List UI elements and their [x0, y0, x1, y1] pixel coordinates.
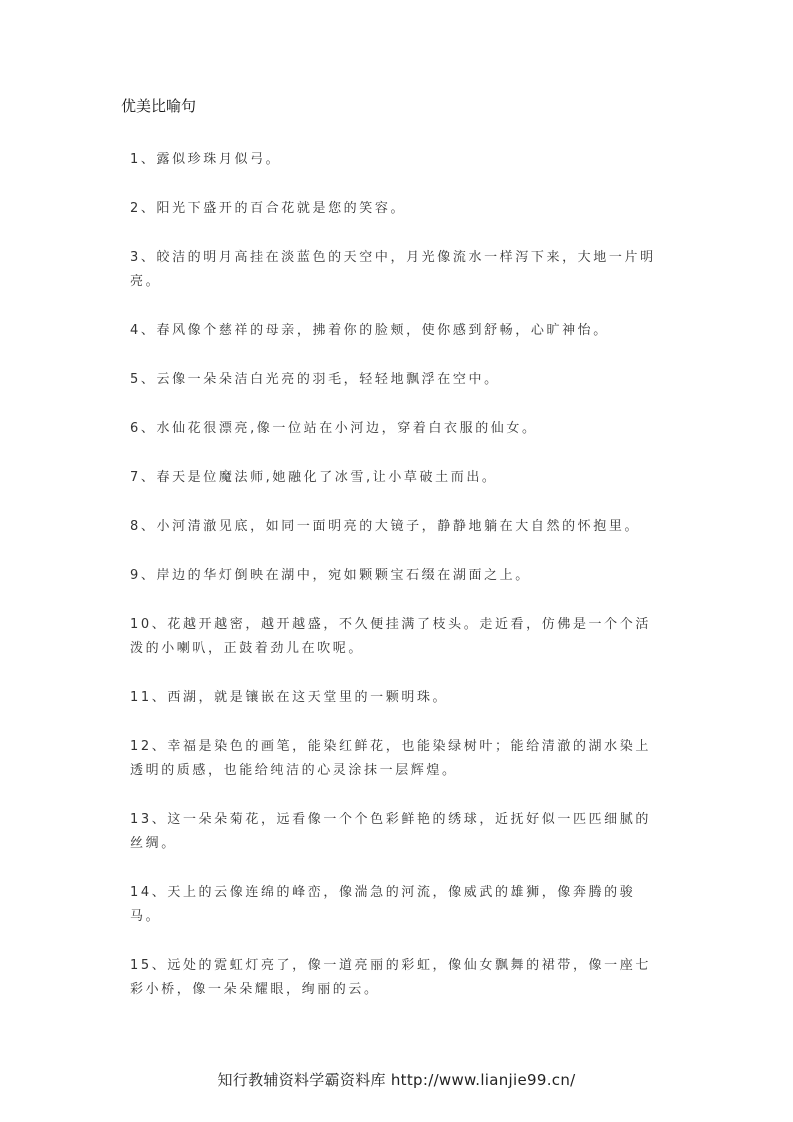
list-item: 7、春天是位魔法师,她融化了冰雪,让小草破土而出。 — [130, 470, 498, 485]
list-item: 5、云像一朵朵洁白光亮的羽毛，轻轻地飘浮在空中。 — [130, 372, 500, 387]
list-item: 4、春风像个慈祥的母亲，拂着你的脸颊，使你感到舒畅，心旷神怡。 — [130, 323, 609, 338]
list-item: 8、小河清澈见底，如同一面明亮的大镜子，静静地躺在大自然的怀抱里。 — [130, 519, 641, 534]
list-item: 12、幸福是染色的画笔，能染红鲜花，也能染绿树叶；能给清澈的湖水染上透明的质感，也能给纯洁的心灵涂抹一层辉煌。 — [130, 739, 651, 778]
list-item: 2、阳光下盛开的百合花就是您的笑容。 — [130, 201, 407, 216]
footer-source-link: 知行教辅资料学霸资料库 http://www.lianjie99.cn/ — [217, 1071, 576, 1089]
list-item: 10、花越开越密，越开越盛，不久便挂满了枝头。走近看，仿佛是一个个活泼的小喇叭，正鼓着劲儿在吹呢。 — [130, 617, 651, 656]
list-item: 6、水仙花很漂亮,像一位站在小河边，穿着白衣服的仙女。 — [130, 421, 538, 436]
list-item: 15、远处的霓虹灯亮了，像一道亮丽的彩虹，像仙女飘舞的裙带，像一座七彩小桥，像一朵朵耀眼，绚丽的云。 — [130, 958, 651, 997]
list-item: 9、岸边的华灯倒映在湖中，宛如颗颗宝石缀在湖面之上。 — [130, 568, 531, 583]
list-item: 11、西湖，就是镶嵌在这天堂里的一颗明珠。 — [130, 690, 449, 705]
list-item: 14、天上的云像连绵的峰峦，像湍急的河流，像威武的雄狮，像奔腾的骏马。 — [130, 885, 636, 924]
sentence-list — [130, 148, 664, 1027]
list-item: 3、皎洁的明月高挂在淡蓝色的天空中，月光像流水一样泻下来，大地一片明亮。 — [130, 250, 656, 289]
list-item: 13、这一朵朵菊花，远看像一个个色彩鲜艳的绣球，近抚好似一匹匹细腻的丝绸。 — [130, 812, 651, 851]
page-title: 优美比喻句 — [121, 97, 197, 115]
list-item: 1、露似珍珠月似弓。 — [130, 152, 282, 167]
